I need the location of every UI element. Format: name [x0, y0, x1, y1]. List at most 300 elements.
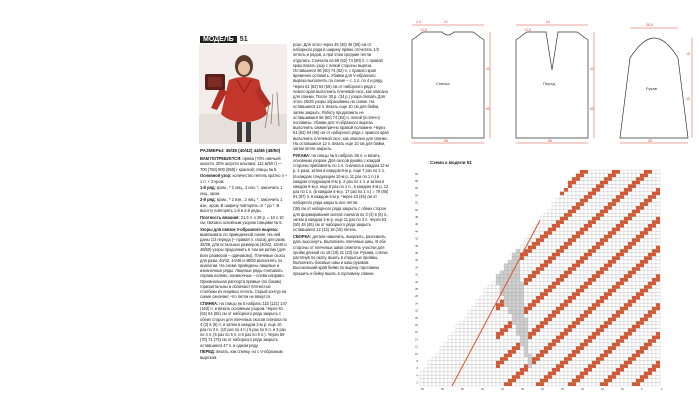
- chart-cell: [612, 382, 616, 386]
- chart-cell: [628, 271, 632, 275]
- chart-cell: [604, 321, 608, 325]
- chart-cell: [484, 361, 488, 365]
- paragraph: Узоры для связок V-образного выреза: вывязывать по приведенной схеме. На ней даны 1/2 переда (– правая п. скоса) для разм. 36/38, для остальных размеров (40/42, 44/46 и 48/50) узоры продолжить в том же ритме (для всех размеров – одинаково). Плечевые скосы для разм. 40/42, 44/46 и 48/50 выполнять по аналогии. На схеме приведены лицевые и изнаночные ряды. Лицевые ряды считывать справа налево, изнаночные – слева направо. Оригинальная раппорта прямые (по бокам) горизонтальны и облачают пятнистые столбики из лицевых петель. Серый контур на схеме означает, что петли не вяжутся.: [200, 226, 287, 300]
- chart-cell: [644, 224, 648, 228]
- chart-cell: [532, 328, 536, 332]
- chart-cell: [504, 375, 508, 379]
- chart-cell: [616, 253, 620, 257]
- chart-cell: [556, 296, 560, 300]
- chart-cell: [640, 246, 644, 250]
- chart-cell: [640, 192, 644, 196]
- chart-cell: [556, 379, 560, 383]
- chart-cell: [572, 343, 576, 347]
- chart-cell: [544, 321, 548, 325]
- chart-cell: [636, 357, 640, 361]
- chart-cell: [604, 357, 608, 361]
- chart-cell: [608, 328, 612, 332]
- chart-cell: [476, 382, 480, 386]
- chart-cell: [484, 307, 488, 311]
- paragraph: розе. Для этого через 45 (46) 46 (50) см от наборного ряда в ширину прямо отсчитать 1/2 петель и рядов, а при этом средние петли отделить. Сначала на 58 (62) 74 (80) п. с правой краю вязать узор с левой стороны выреза. Оставшиеся 56 (60) 74 (82) п. с правого края временно оставить. Убавки для V-образного выреза выполнять по схеме – с. 1 п. по 4 и ряду. Через 61 (62) 64 (66) см от наборного ряда с левого края выполнить плечевой скос, как описано для спинки. После 30 р. (34 р.) узора связать Для этого 26/28 узоры образованы на схеме. На оставшиеся 12 п. вязать еще 10 см для бейки, затем закрыть. Работу продолжить не оставшимися 56 (60) 74 (82) п. левой (в плечо) половины. Убавки для V-образного выреза выполнить симметрично правой половине. Через 61 (62) 64 (66) см от наборного ряда с правого края выполнить плечевой скос, как описано для спинки. На оставшихся 12 п. вязать еще 10 см для бейки, затем петли закрыть.: [293, 42, 389, 152]
- chart-cell: [628, 174, 632, 178]
- chart-cell: [560, 195, 564, 199]
- chart-cell: [576, 217, 580, 221]
- chart-cell: [480, 310, 484, 314]
- chart-cell: [484, 332, 488, 336]
- chart-cell: [612, 267, 616, 271]
- chart-cell: [652, 332, 656, 336]
- chart-cell: [612, 282, 616, 286]
- chart-cell: [588, 350, 592, 354]
- chart-cell: [636, 235, 640, 239]
- chart-cell: [596, 192, 600, 196]
- chart-cell: [536, 375, 540, 379]
- chart-cell: [480, 300, 484, 304]
- chart-cell: [504, 382, 508, 386]
- chart-cell: [552, 379, 556, 383]
- chart-cell: [648, 202, 652, 206]
- chart-cell: [460, 379, 464, 383]
- chart-cell: [580, 238, 584, 242]
- chart-cell: [488, 343, 492, 347]
- chart-cell: [580, 339, 584, 343]
- chart-cell: [576, 346, 580, 350]
- chart-cell: [592, 318, 596, 322]
- chart-cell: [624, 170, 628, 174]
- chart-cell: [632, 228, 636, 232]
- chart-cell: [612, 181, 616, 185]
- chart-cell: [504, 296, 508, 300]
- chart-cell: [556, 228, 560, 232]
- chart-cell: [532, 382, 536, 386]
- chart-cell: [652, 242, 656, 246]
- chart-cell: [640, 292, 644, 296]
- chart-cell: [620, 328, 624, 332]
- chart-cell: [596, 195, 600, 199]
- chart-cell: [552, 318, 556, 322]
- chart-cell: [632, 382, 636, 386]
- chart-cell: [608, 231, 612, 235]
- chart-cell: [536, 228, 540, 232]
- chart-cell: [584, 368, 588, 372]
- chart-cell: [532, 282, 536, 286]
- chart-cell: [624, 235, 628, 239]
- chart-cell: [524, 357, 528, 361]
- chart-cell: [568, 375, 572, 379]
- chart-cell: [640, 346, 644, 350]
- chart-cell: [620, 364, 624, 368]
- chart-cell: [620, 238, 624, 242]
- chart-cell: [628, 372, 632, 376]
- chart-row-label: 36: [415, 259, 418, 263]
- chart-cell: [456, 354, 460, 358]
- chart-cell: [652, 210, 656, 214]
- chart-cell: [528, 282, 532, 286]
- chart-cell: [524, 264, 528, 268]
- chart-cell: [492, 382, 496, 386]
- chart-cell: [612, 278, 616, 282]
- chart-cell: [516, 346, 520, 350]
- chart-cell: [600, 364, 604, 368]
- chart-cell: [564, 314, 568, 318]
- chart-cell: [584, 357, 588, 361]
- chart-row-label: 28: [415, 288, 418, 291]
- chart-cell: [616, 184, 620, 188]
- chart-cell: [564, 199, 568, 203]
- chart-cell: [588, 235, 592, 239]
- chart-cell: [476, 325, 480, 329]
- chart-cell: [556, 274, 560, 278]
- chart-cell: [580, 228, 584, 232]
- chart-cell: [608, 260, 612, 264]
- chart-cell: [616, 278, 620, 282]
- chart-cell: [488, 321, 492, 325]
- chart-cell: [552, 282, 556, 286]
- chart-cell: [492, 325, 496, 329]
- chart-cell: [576, 253, 580, 257]
- chart-cell: [584, 372, 588, 376]
- chart-cell: [548, 325, 552, 329]
- chart-cell: [544, 271, 548, 275]
- chart-cell: [608, 321, 612, 325]
- chart-cell: [540, 361, 544, 365]
- chart-cell: [556, 321, 560, 325]
- instructions-column-1: [200, 148, 288, 361]
- chart-cell: [508, 260, 512, 264]
- chart-cell: [468, 325, 472, 329]
- chart-cell: [528, 379, 532, 383]
- chart-cell: [556, 343, 560, 347]
- chart-cell: [472, 379, 476, 383]
- chart-cell: [600, 228, 604, 232]
- chart-cell: [640, 325, 644, 329]
- chart-cell: [608, 217, 612, 221]
- chart-cell: [644, 274, 648, 278]
- chart-cell: [468, 372, 472, 376]
- chart-cell: [616, 264, 620, 268]
- chart-cell: [560, 246, 564, 250]
- chart-cell: [480, 372, 484, 376]
- chart-cell: [576, 382, 580, 386]
- chart-cell: [648, 364, 652, 368]
- chart-cell: [540, 300, 544, 304]
- chart-cell: [616, 231, 620, 235]
- chart-cell: [636, 285, 640, 289]
- chart-cell: [640, 206, 644, 210]
- chart-cell: [540, 314, 544, 318]
- chart-cell: [648, 296, 652, 300]
- chart-cell: [656, 328, 660, 332]
- chart-cell: [616, 213, 620, 217]
- chart-cell: [576, 285, 580, 289]
- chart-cell: [560, 253, 564, 257]
- chart-cell: [644, 354, 648, 358]
- chart-cell: [604, 336, 608, 340]
- back-width-label: 21: [444, 20, 448, 24]
- chart-cell: [496, 274, 500, 278]
- chart-cell: [428, 372, 432, 376]
- chart-cell: [572, 364, 576, 368]
- chart-cell: [480, 368, 484, 372]
- chart-cell: [596, 382, 600, 386]
- chart-cell: [456, 343, 460, 347]
- chart-cell: [548, 318, 552, 322]
- chart-cell: [456, 346, 460, 350]
- chart-cell: [576, 264, 580, 268]
- chart-cell: [636, 372, 640, 376]
- chart-cell: [632, 199, 636, 203]
- chart-cell: [492, 310, 496, 314]
- chart-cell: [652, 350, 656, 354]
- chart-cell: [612, 199, 616, 203]
- chart-cell: [580, 382, 584, 386]
- chart-cell: [512, 307, 516, 311]
- chart-cell: [548, 339, 552, 343]
- chart-cell: [644, 260, 648, 264]
- chart-cell: [604, 314, 608, 318]
- chart-cell: [512, 300, 516, 304]
- chart-cell: [464, 346, 468, 350]
- chart-cell: [584, 346, 588, 350]
- chart-cell: [636, 220, 640, 224]
- chart-cell: [616, 303, 620, 307]
- chart-cell: [568, 289, 572, 293]
- chart-cell: [528, 289, 532, 293]
- chart-cell: [552, 296, 556, 300]
- chart-cell: [516, 289, 520, 293]
- chart-cell: [628, 318, 632, 322]
- chart-cell: [648, 177, 652, 181]
- chart-cell: [524, 368, 528, 372]
- chart-cell: [468, 339, 472, 343]
- chart-cell: [620, 210, 624, 214]
- chart-cell: [596, 199, 600, 203]
- chart-cell: [480, 343, 484, 347]
- chart-row-label: 52: [415, 201, 418, 205]
- chart-cell: [636, 231, 640, 235]
- chart-cell: [604, 256, 608, 260]
- chart-cell: [560, 210, 564, 214]
- chart-cell: [600, 192, 604, 196]
- chart-cell: [480, 361, 484, 365]
- chart-cell: [620, 267, 624, 271]
- chart-cell: [492, 372, 496, 376]
- chart-cell: [580, 300, 584, 304]
- chart-cell: [608, 206, 612, 210]
- chart-cell: [536, 231, 540, 235]
- chart-cell: [596, 339, 600, 343]
- chart-cell: [520, 361, 524, 365]
- chart-cell: [492, 282, 496, 286]
- chart-cell: [580, 242, 584, 246]
- chart-cell: [564, 307, 568, 311]
- chart-cell: [480, 346, 484, 350]
- chart-cell: [596, 368, 600, 372]
- chart-cell: [648, 210, 652, 214]
- chart-cell: [624, 278, 628, 282]
- chart-cell: [624, 181, 628, 185]
- chart-cell: [480, 314, 484, 318]
- chart-cell: [640, 202, 644, 206]
- chart-cell: [564, 364, 568, 368]
- chart-cell: [484, 375, 488, 379]
- chart-col-label: 55: [441, 388, 444, 391]
- chart-cell: [520, 332, 524, 336]
- chart-cell: [608, 303, 612, 307]
- chart-cell: [552, 289, 556, 293]
- chart-cell: [516, 364, 520, 368]
- chart-cell: [580, 307, 584, 311]
- chart-cell: [600, 181, 604, 185]
- chart-cell: [568, 181, 572, 185]
- chart-cell: [624, 307, 628, 311]
- chart-cell: [532, 336, 536, 340]
- chart-cell: [632, 314, 636, 318]
- chart-cell: [580, 285, 584, 289]
- chart-cell: [496, 307, 500, 311]
- chart-cell: [644, 271, 648, 275]
- chart-cell: [644, 307, 648, 311]
- chart-cell: [632, 181, 636, 185]
- chart-cell: [460, 346, 464, 350]
- chart-cell: [600, 170, 604, 174]
- chart-cell: [612, 210, 616, 214]
- chart-cell: [544, 278, 548, 282]
- chart-cell: [500, 379, 504, 383]
- chart-cell: [656, 300, 660, 304]
- chart-cell: [648, 228, 652, 232]
- chart-cell: [564, 271, 568, 275]
- chart-row-label: 22: [415, 309, 418, 313]
- chart-cell: [580, 375, 584, 379]
- chart-cell: [480, 375, 484, 379]
- chart-cell: [464, 379, 468, 383]
- chart-cell: [612, 213, 616, 217]
- chart-cell: [644, 238, 648, 242]
- chart-cell: [540, 346, 544, 350]
- chart-cell: [552, 314, 556, 318]
- chart-cell: [652, 339, 656, 343]
- chart-cell: [616, 210, 620, 214]
- chart-cell: [552, 217, 556, 221]
- chart-cell: [616, 372, 620, 376]
- chart-cell: [596, 278, 600, 282]
- chart-cell: [500, 357, 504, 361]
- chart-cell: [536, 310, 540, 314]
- chart-cell: [628, 192, 632, 196]
- chart-cell: [436, 368, 440, 372]
- chart-cell: [632, 174, 636, 178]
- chart-cell: [532, 368, 536, 372]
- chart-cell: [500, 339, 504, 343]
- chart-cell: [512, 318, 516, 322]
- chart-cell: [616, 195, 620, 199]
- chart-cell: [644, 220, 648, 224]
- chart-cell: [536, 361, 540, 365]
- chart-cell: [528, 368, 532, 372]
- chart-cell: [656, 260, 660, 264]
- chart-cell: [452, 339, 456, 343]
- chart-cell: [632, 346, 636, 350]
- chart-cell: [572, 238, 576, 242]
- chart-cell: [480, 339, 484, 343]
- chart-cell: [548, 271, 552, 275]
- chart-cell: [640, 285, 644, 289]
- paragraph: СПИНКА: на спицы № 5 набрать 115 (121) 147 (163) п. и вязать основным узором. Через 61 (62) 64 (66) см от наборного ряда закрыть с обеих сторон для плечевых скосов сначала по 4 (3) 5 (6) п. и затем в каждом 2-м р. еще 10 раз по 3 п. (10 раз по 4 п.) 5 раз по 5 п. и 3 раз по 4 п. (5 раз по 5 п. и 8 раз по 5 п.). Через 69 (70) 71 (73) см от наборного ряда закрыть оставшиеся 47 п. в одном ряду.: [200, 301, 287, 348]
- chart-cell: [440, 346, 444, 350]
- chart-cell: [588, 256, 592, 260]
- chart-cell: [644, 235, 648, 239]
- chart-cell: [568, 325, 572, 329]
- chart-cell: [588, 321, 592, 325]
- chart-cell: [616, 292, 620, 296]
- chart-cell: [588, 206, 592, 210]
- chart-cell: [640, 303, 644, 307]
- chart-cell: [564, 368, 568, 372]
- chart-cell: [592, 231, 596, 235]
- chart-cell: [584, 325, 588, 329]
- chart-cell: [516, 382, 520, 386]
- chart-cell: [628, 246, 632, 250]
- chart-cell: [464, 339, 468, 343]
- chart-cell: [512, 285, 516, 289]
- chart-cell: [600, 206, 604, 210]
- chart-cell: [620, 249, 624, 253]
- chart-cell: [592, 314, 596, 318]
- chart-cell: [556, 220, 560, 224]
- chart-cell: [596, 292, 600, 296]
- chart-cell: [520, 274, 524, 278]
- chart-cell: [644, 361, 648, 365]
- chart-cell: [528, 310, 532, 314]
- chart-cell: [548, 303, 552, 307]
- chart-cell: [648, 199, 652, 203]
- chart-cell: [596, 303, 600, 307]
- chart-cell: [432, 357, 436, 361]
- chart-cell: [568, 296, 572, 300]
- chart-cell: [548, 213, 552, 217]
- chart-cell: [552, 372, 556, 376]
- chart-cell: [632, 282, 636, 286]
- chart-cell: [568, 264, 572, 268]
- chart-cell: [536, 332, 540, 336]
- chart-cell: [532, 310, 536, 314]
- chart-cell: [488, 285, 492, 289]
- chart-cell: [640, 249, 644, 253]
- chart-cell: [604, 285, 608, 289]
- chart-cell: [632, 285, 636, 289]
- chart-col-label: 30: [541, 388, 544, 391]
- chart-cell: [564, 202, 568, 206]
- chart-cell: [572, 217, 576, 221]
- chart-cell: [632, 357, 636, 361]
- chart-cell: [644, 382, 648, 386]
- chart-cell: [624, 228, 628, 232]
- chart-cell: [600, 249, 604, 253]
- chart-cell: [500, 296, 504, 300]
- chart-cell: [656, 357, 660, 361]
- sleeve-label: Рукав: [646, 86, 657, 91]
- chart-cell: [520, 282, 524, 286]
- chart-cell: [636, 192, 640, 196]
- chart-cell: [540, 224, 544, 228]
- chart-cell: [592, 184, 596, 188]
- chart-cell: [524, 303, 528, 307]
- chart-cell: [576, 213, 580, 217]
- chart-cell: [504, 321, 508, 325]
- chart-cell: [620, 199, 624, 203]
- chart-cell: [644, 217, 648, 221]
- chart-cell: [592, 177, 596, 181]
